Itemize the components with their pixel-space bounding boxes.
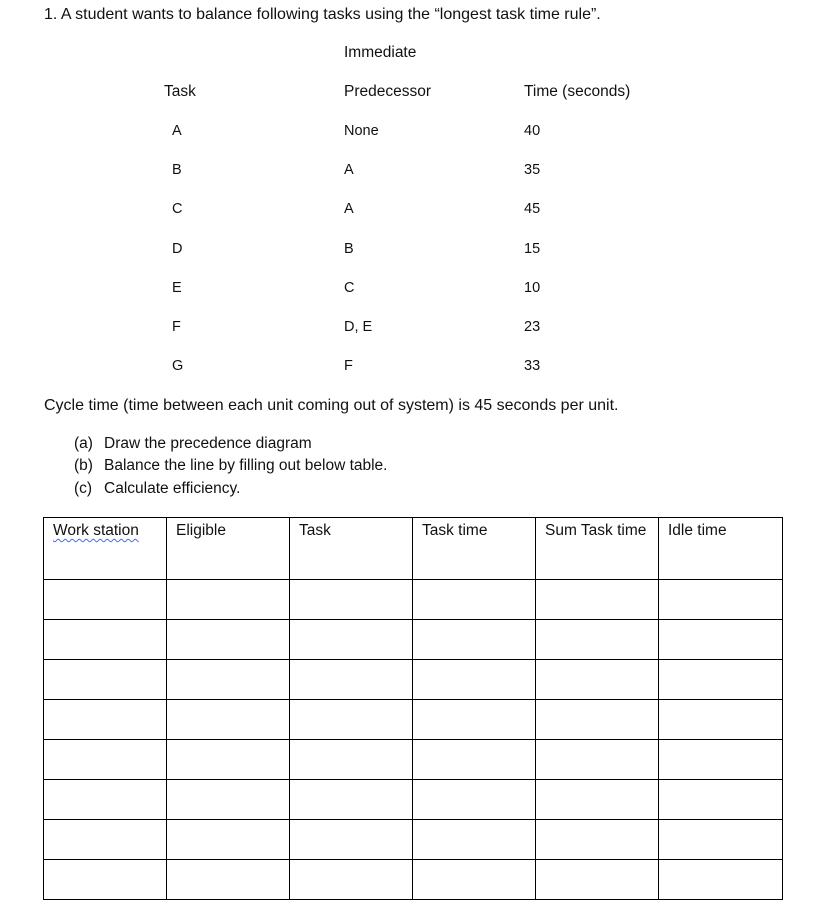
answer-table bbox=[43, 517, 783, 900]
task-cell: F bbox=[172, 319, 181, 335]
part-text: Draw the precedence diagram bbox=[104, 435, 312, 452]
blank-cell[interactable] bbox=[659, 700, 783, 740]
blank-cell[interactable] bbox=[44, 620, 167, 660]
blank-cell[interactable] bbox=[44, 780, 167, 820]
part-label: (a) bbox=[74, 435, 93, 452]
blank-cell[interactable] bbox=[413, 620, 536, 660]
header-task-time: Task time bbox=[413, 518, 536, 580]
task-cell: E bbox=[172, 280, 182, 296]
predecessor-cell: F bbox=[344, 358, 353, 374]
header-sum-task-time: Sum Task time bbox=[536, 518, 659, 580]
blank-cell[interactable] bbox=[44, 860, 167, 900]
blank-cell[interactable] bbox=[290, 820, 413, 860]
table-row bbox=[44, 740, 783, 780]
table-row bbox=[44, 820, 783, 860]
part-c bbox=[74, 480, 240, 498]
blank-cell[interactable] bbox=[536, 580, 659, 620]
blank-cell[interactable] bbox=[167, 620, 290, 660]
blank-cell[interactable] bbox=[44, 820, 167, 860]
blank-cell[interactable] bbox=[659, 860, 783, 900]
blank-cell[interactable] bbox=[167, 700, 290, 740]
blank-cell[interactable] bbox=[536, 700, 659, 740]
blank-cell[interactable] bbox=[659, 580, 783, 620]
part-b bbox=[74, 457, 388, 475]
blank-cell[interactable] bbox=[44, 700, 167, 740]
blank-cell[interactable] bbox=[290, 780, 413, 820]
part-text: Calculate efficiency. bbox=[104, 480, 241, 497]
task-cell: A bbox=[172, 123, 182, 139]
time-cell: 33 bbox=[524, 358, 541, 374]
blank-cell[interactable] bbox=[659, 740, 783, 780]
blank-cell[interactable] bbox=[413, 860, 536, 900]
header-idle-time: Idle time bbox=[659, 518, 783, 580]
table-row bbox=[44, 780, 783, 820]
header-predecessor-line1: Immediate bbox=[344, 44, 417, 61]
blank-cell[interactable] bbox=[536, 660, 659, 700]
blank-cell[interactable] bbox=[290, 700, 413, 740]
part-text: Balance the line by filling out below table. bbox=[104, 457, 388, 474]
blank-cell[interactable] bbox=[536, 820, 659, 860]
time-cell: 35 bbox=[524, 162, 541, 178]
blank-cell[interactable] bbox=[659, 660, 783, 700]
question-text: 1. A student wants to balance following tasks using the “longest task time rule”. bbox=[44, 6, 601, 23]
blank-cell[interactable] bbox=[44, 740, 167, 780]
header-time: Time (seconds) bbox=[524, 83, 631, 100]
time-cell: 10 bbox=[524, 280, 541, 296]
part-a bbox=[74, 435, 312, 453]
blank-cell[interactable] bbox=[536, 860, 659, 900]
blank-cell[interactable] bbox=[413, 660, 536, 700]
blank-cell[interactable] bbox=[44, 660, 167, 700]
blank-cell[interactable] bbox=[536, 740, 659, 780]
predecessor-cell: D, E bbox=[344, 319, 373, 335]
blank-cell[interactable] bbox=[290, 620, 413, 660]
table-row bbox=[44, 860, 783, 900]
blank-cell[interactable] bbox=[413, 580, 536, 620]
header-eligible: Eligible bbox=[167, 518, 290, 580]
blank-cell[interactable] bbox=[659, 620, 783, 660]
task-cell: B bbox=[172, 162, 182, 178]
blank-cell[interactable] bbox=[167, 860, 290, 900]
table-row bbox=[44, 660, 783, 700]
blank-cell[interactable] bbox=[536, 780, 659, 820]
blank-cell[interactable] bbox=[167, 820, 290, 860]
predecessor-cell: A bbox=[344, 201, 354, 217]
blank-cell[interactable] bbox=[413, 700, 536, 740]
predecessor-cell: None bbox=[344, 123, 379, 139]
header-predecessor-line2: Predecessor bbox=[344, 83, 432, 100]
part-label: (b) bbox=[74, 457, 93, 474]
task-cell: C bbox=[172, 201, 183, 217]
predecessor-cell: A bbox=[344, 162, 354, 178]
header-task: Task bbox=[164, 83, 196, 100]
blank-cell[interactable] bbox=[167, 780, 290, 820]
blank-cell[interactable] bbox=[659, 820, 783, 860]
blank-cell[interactable] bbox=[290, 660, 413, 700]
blank-cell[interactable] bbox=[413, 740, 536, 780]
blank-cell[interactable] bbox=[44, 580, 167, 620]
blank-cell[interactable] bbox=[167, 580, 290, 620]
part-label: (c) bbox=[74, 480, 93, 497]
time-cell: 45 bbox=[524, 201, 541, 217]
table-row bbox=[44, 700, 783, 740]
header-work-station: Work station bbox=[44, 518, 167, 580]
task-cell: D bbox=[172, 241, 183, 257]
time-cell: 40 bbox=[524, 123, 541, 139]
time-cell: 15 bbox=[524, 241, 541, 257]
predecessor-cell: B bbox=[344, 241, 354, 257]
blank-cell[interactable] bbox=[290, 860, 413, 900]
blank-cell[interactable] bbox=[659, 780, 783, 820]
cycle-time-text: Cycle time (time between each unit coming out of system) is 45 seconds per unit. bbox=[44, 397, 619, 414]
blank-cell[interactable] bbox=[290, 740, 413, 780]
predecessor-cell: C bbox=[344, 280, 355, 296]
answer-header-row bbox=[44, 518, 783, 580]
header-task: Task bbox=[290, 518, 413, 580]
blank-cell[interactable] bbox=[167, 660, 290, 700]
blank-cell[interactable] bbox=[413, 820, 536, 860]
blank-cell[interactable] bbox=[290, 580, 413, 620]
task-cell: G bbox=[172, 358, 184, 374]
time-cell: 23 bbox=[524, 319, 541, 335]
blank-cell[interactable] bbox=[167, 740, 290, 780]
blank-cell[interactable] bbox=[413, 780, 536, 820]
table-row bbox=[44, 620, 783, 660]
blank-cell[interactable] bbox=[536, 620, 659, 660]
table-row bbox=[44, 580, 783, 620]
